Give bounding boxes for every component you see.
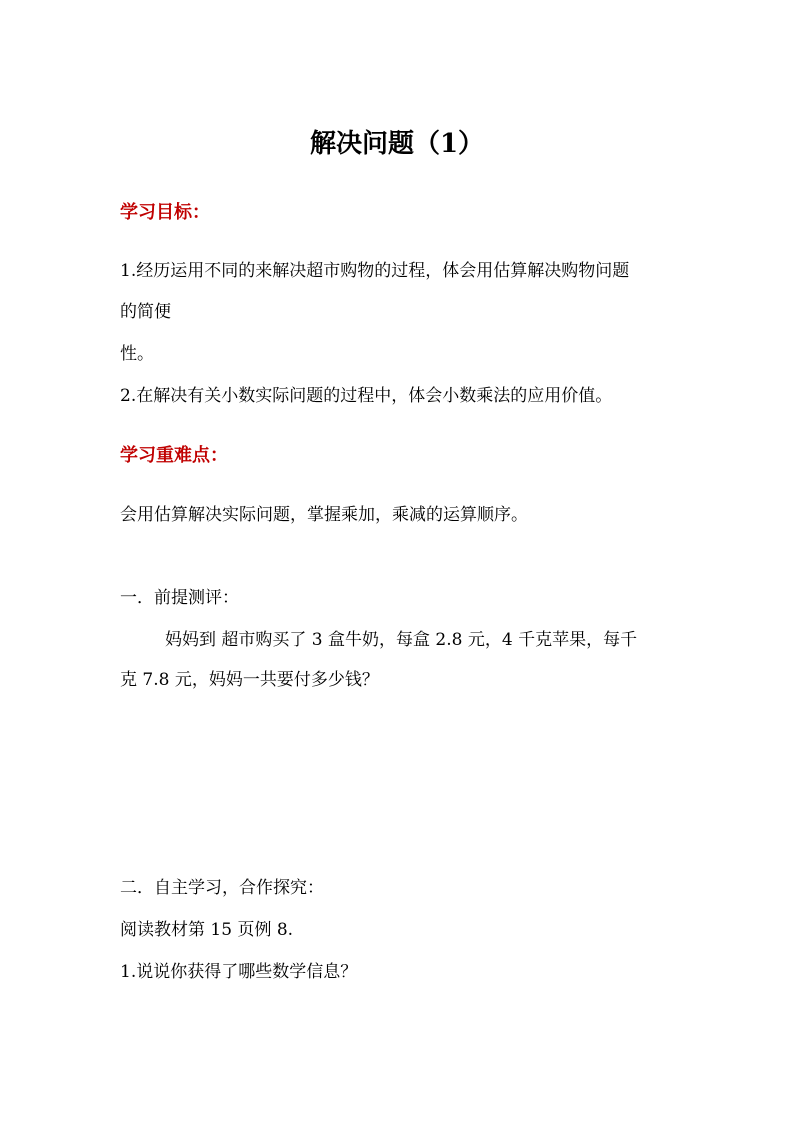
objective-2: 2.在解决有关小数实际问题的过程中，体会小数乘法的应用价值。	[120, 386, 613, 406]
key-points-text: 会用估算解决实际问题，掌握乘加，乘减的运算顺序。	[120, 505, 528, 525]
section-2-reading: 阅读教材第 15 页例 8.	[120, 920, 294, 940]
objective-1-line-3: 性。	[120, 344, 154, 364]
objective-1-line-2: 的简便	[120, 302, 171, 322]
section-1-problem-line-1: 妈妈到 超市购买了 3 盒牛奶，每盒 2.8 元，4 千克苹果，每千	[165, 630, 638, 650]
section-1-heading: 一．前提测评：	[120, 588, 239, 608]
objective-1-line-1: 1.经历运用不同的来解决超市购物的过程，体会用估算解决购物问题	[120, 261, 630, 281]
section-2-question-1: 1.说说你获得了哪些数学信息？	[120, 962, 358, 982]
section-2-heading: 二．自主学习，合作探究：	[120, 878, 324, 898]
section-1-problem-line-2: 克 7.8 元，妈妈一共要付多少钱？	[120, 670, 379, 690]
objectives-heading: 学习目标：	[120, 202, 210, 223]
page-title: 解决问题（1）	[309, 129, 485, 159]
key-points-heading: 学习重难点：	[120, 445, 228, 466]
